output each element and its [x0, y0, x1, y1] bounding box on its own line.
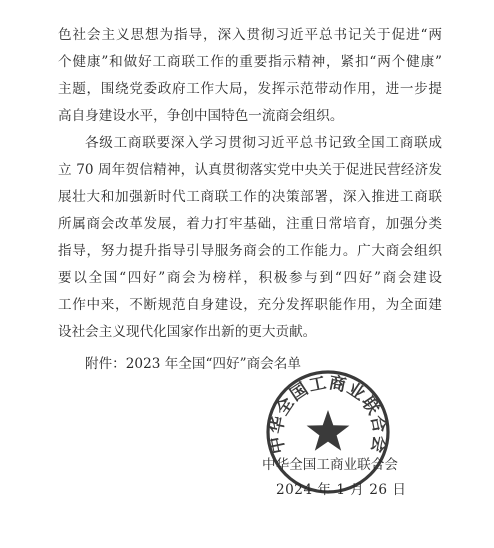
paragraph-1-line-4: 高自身建设水平，争创中国特色一流商会组织。: [58, 108, 344, 124]
paragraph-2-line-1: 各级工商联要深入学习贯彻习近平总书记致全国工商联成: [85, 135, 442, 151]
official-seal-stamp: [264, 368, 392, 496]
paragraph-1-line-2: 个健康”和做好工商联工作的重要指示精神，紧扣“两个健康”: [58, 54, 442, 70]
seal-arc-text: 中华全国工商业联合会: [266, 372, 390, 456]
issue-date: 2024 年 1 月 26 日: [276, 482, 407, 498]
attachment-note: 附件：2023 年全国“四好”商会名单: [85, 356, 301, 372]
paragraph-2-line-3: 展壮大和加强新时代工商联工作的决策部署，深入推进工商联: [58, 189, 442, 205]
paragraph-1-line-1: 色社会主义思想为指导，深入贯彻习近平总书记关于促进“两: [58, 27, 442, 43]
seal-outer-ring: [268, 372, 388, 492]
paragraph-1-line-3: 主题，围绕党委政府工作大局，发挥示范带动作用，进一步提: [58, 81, 442, 97]
paragraph-2-line-5: 指导，努力提升指导引导服务商会的工作能力。广大商会组织: [58, 243, 442, 259]
seal-star-icon: [307, 410, 350, 451]
paragraph-2-line-7: 工作中来，不断规范自身建设，充分发挥职能作用，为全面建: [58, 297, 442, 313]
paragraph-2-line-8: 设社会主义现代化国家作出新的更大贡献。: [58, 324, 317, 340]
paragraph-2-line-2: 立 70 周年贺信精神，认真贯彻落实党中央关于促进民营经济发: [58, 162, 442, 178]
issuer-signature: 中华全国工商业联合会: [262, 457, 398, 473]
paragraph-2-line-6: 要以全国“四好”商会为榜样，积极参与到“四好”商会建设: [58, 270, 442, 286]
paragraph-2-line-4: 所属商会改革发展，着力打牢基础，注重日常培育，加强分类: [58, 216, 442, 232]
